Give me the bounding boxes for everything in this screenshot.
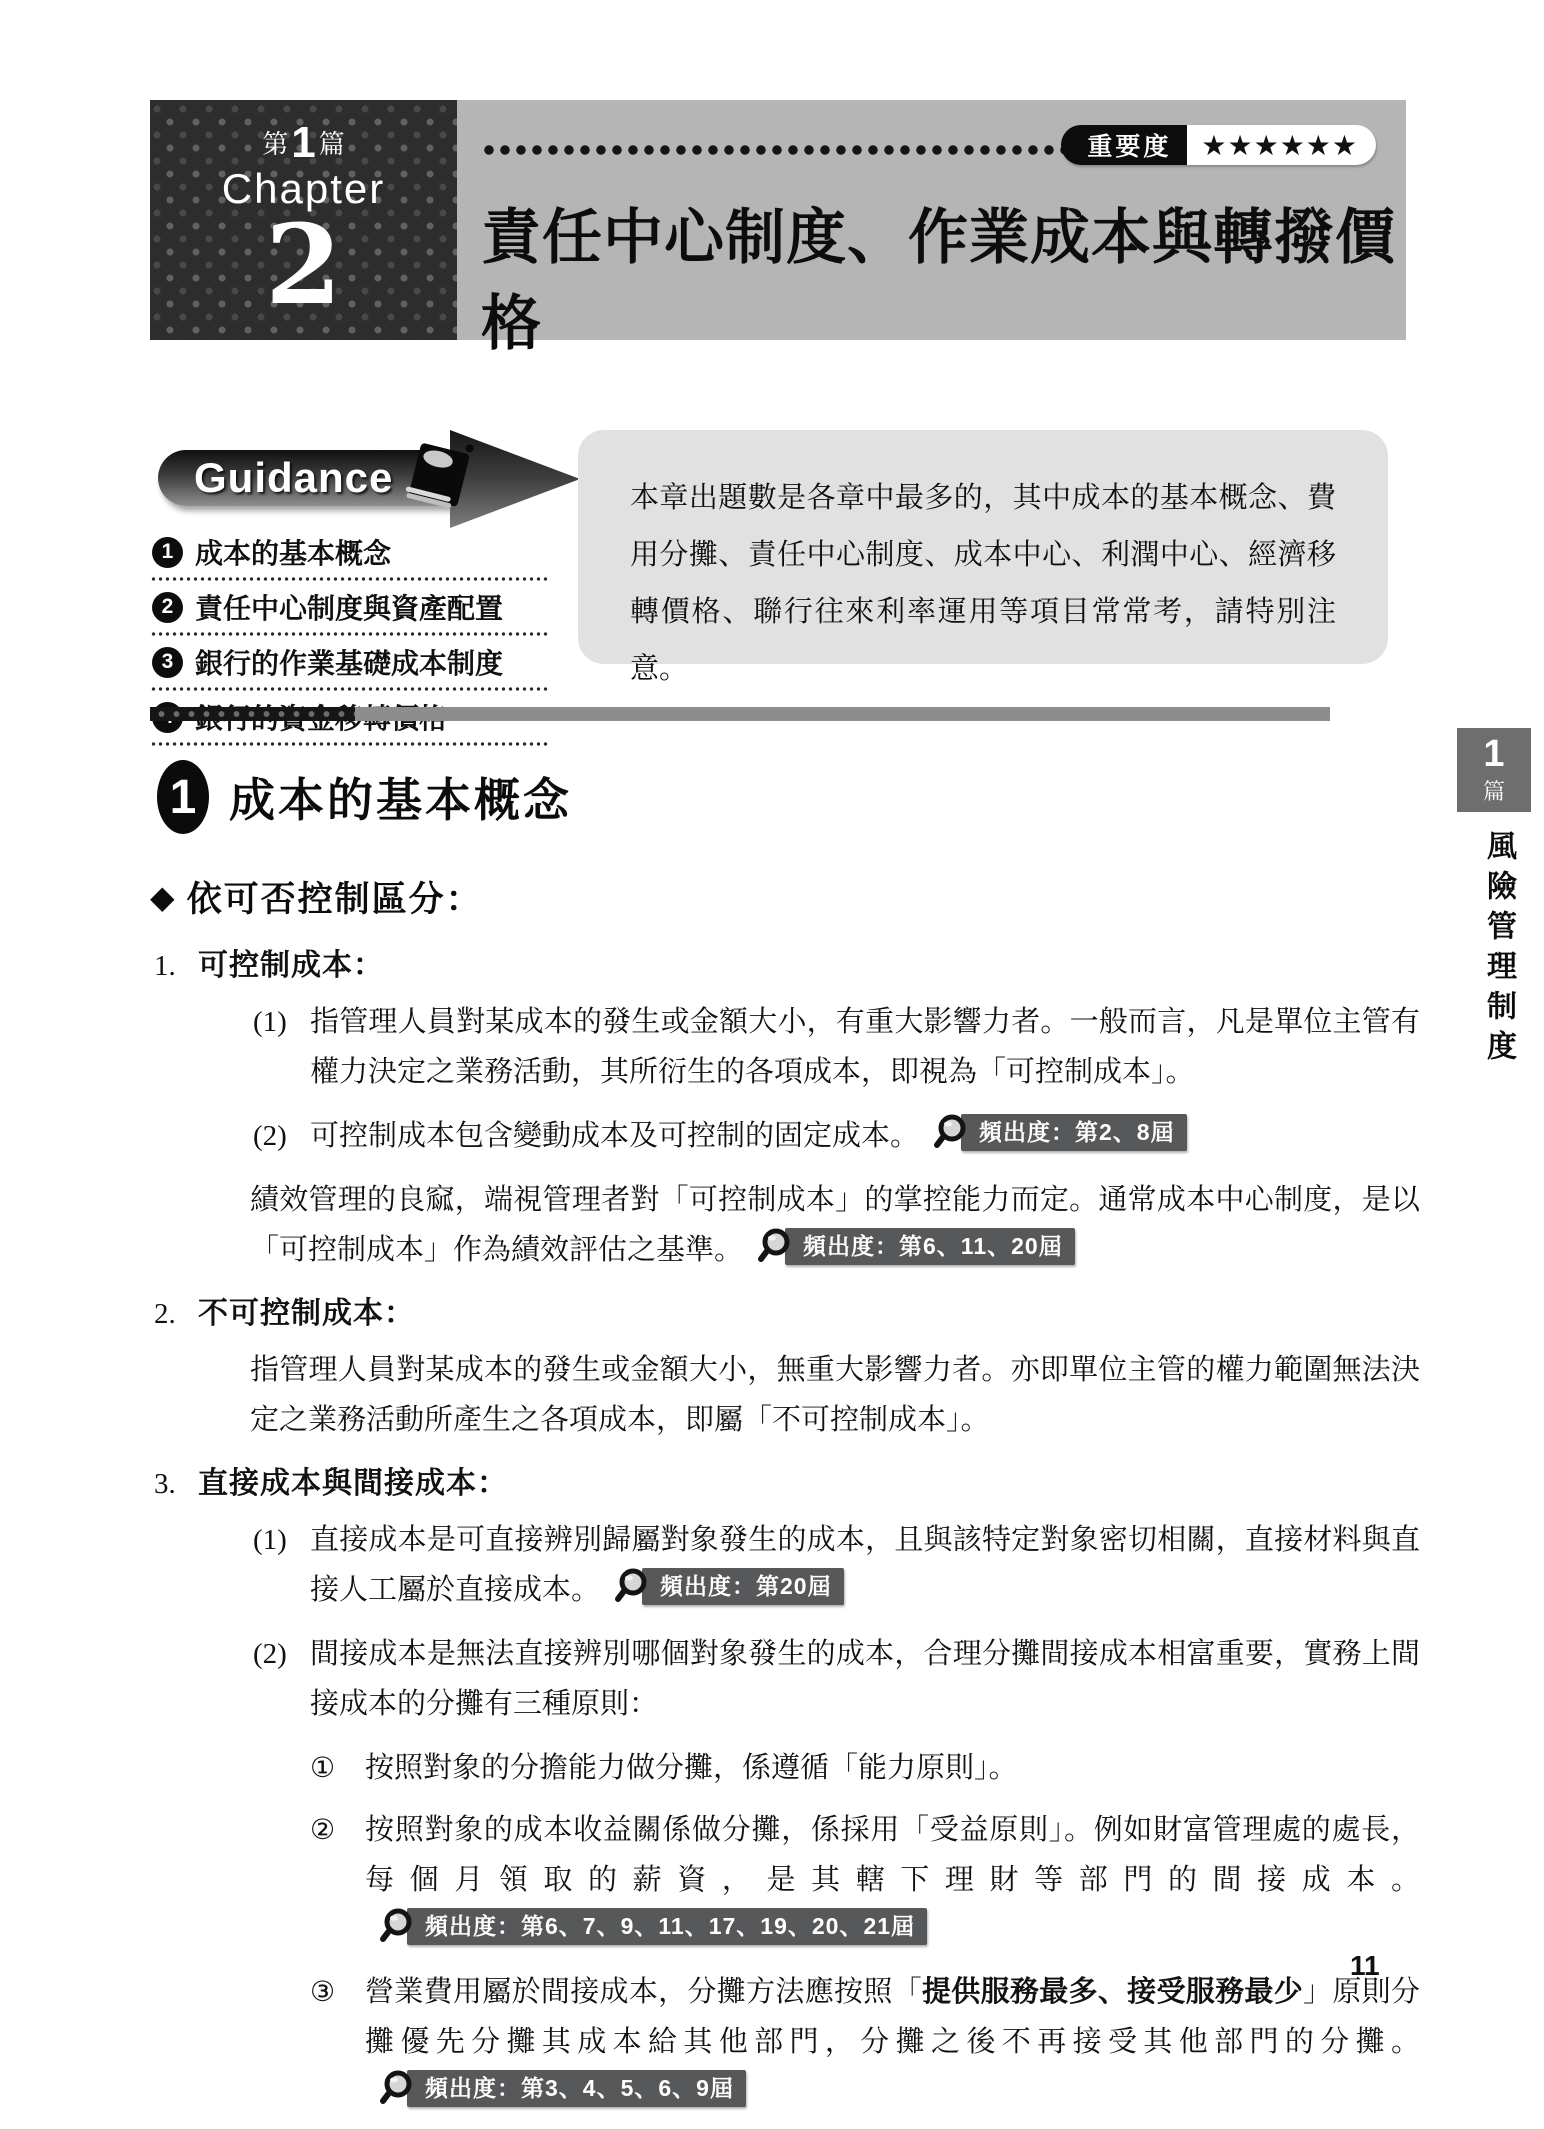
magnifier-icon: [757, 1226, 797, 1266]
sub-item-number: (1): [253, 1006, 287, 1038]
section-divider-accent: [150, 707, 355, 721]
guidance-item-label: 成本的基本概念: [195, 538, 392, 569]
magnifier-icon: [379, 2068, 419, 2108]
importance-label: 重要度: [1061, 125, 1187, 165]
sub-item-sentence: 可控制成本包含變動成本及可控制的固定成本。: [310, 1120, 920, 1152]
chapter-title: 責任中心制度、作業成本與轉撥價格: [481, 204, 1396, 357]
book-icon: [398, 434, 482, 518]
list-item-2: [150, 1289, 1420, 1445]
circled-item-text: [365, 1805, 1420, 1955]
guidance-item-label: 責任中心制度與資產配置: [195, 593, 504, 624]
guidance-item-label: 銀行的作業基礎成本制度: [195, 648, 504, 679]
sub-item-number: (2): [253, 1120, 287, 1152]
section-heading: [157, 760, 572, 834]
circled-item-1: [310, 1743, 1420, 1793]
list-item-1-heading: [150, 941, 1420, 991]
guidance-item: [150, 636, 556, 691]
emphasized-principle: 提供服務最多、接受服務最少: [921, 1976, 1304, 2008]
magnifier-icon: [614, 1566, 654, 1606]
list-number: 2.: [154, 1298, 176, 1330]
diamond-icon: ◆: [150, 878, 177, 916]
sub-item: [253, 1515, 1420, 1615]
paragraph: 指管理人員對某成本的發生或金額大小，無重大影響力者。亦即單位主管的權力範圍無法決定之業務活動所產生之各項成本，即屬「不可控制成本」。: [250, 1354, 1420, 1436]
list-item-1: [150, 941, 1420, 1275]
magnifier-icon: [379, 1906, 419, 1946]
chapter-intro-note: 本章出題數是各章中最多的，其中成本的基本概念、費用分攤、責任中心制度、成本中心、利潤中心、經濟移轉價格、聯行往來利率運用等項目常常考，請特別注意。: [578, 430, 1388, 664]
circled-item-text: 按照對象的分擔能力做分攤，係遵循「能力原則」。: [365, 1752, 1018, 1784]
list-item-2-heading: [150, 1289, 1420, 1339]
importance-stars: ★★★★★★: [1187, 125, 1376, 165]
frequency-badge-label: 頻出度：第2、8屆: [961, 1114, 1187, 1151]
part-tab-label: 篇: [1482, 778, 1505, 804]
paragraph-text: 績效管理的良窳，端視管理者對「可控制成本」的掌控能力而定。通常成本中心制度，是以「可控制成本」作為績效評估之基準。: [250, 1184, 1420, 1266]
list-title: 不可控制成本：: [198, 1297, 415, 1330]
guidance-item-number: 2: [152, 592, 183, 623]
circled-number: ②: [310, 1813, 336, 1846]
circled-item-sentence: 按照對象的成本收益關係做分攤，係採用「受益原則」。例如財富管理處的處長，每個月領取的薪資，是其轄下理財等部門的間接成本。: [365, 1814, 1420, 1896]
chapter-number-panel: [150, 100, 457, 340]
section-number-badge: 1: [157, 760, 209, 834]
circled-item-2: [310, 1805, 1420, 1955]
list-number: 1.: [154, 950, 176, 982]
sub-item-number: (1): [253, 1524, 287, 1556]
part-tab: [1457, 728, 1531, 812]
circled-item-sentence-pre: 營業費用屬於間接成本，分攤方法應按照「: [365, 1976, 922, 2008]
chapter-title-panel: [457, 100, 1406, 357]
sub-item-text: [310, 1111, 1420, 1161]
dotted-leader-line: [481, 144, 1081, 156]
guidance-item-number: 1: [152, 537, 183, 568]
frequency-badge: [614, 1566, 844, 1606]
guidance-banner-label: Guidance: [194, 454, 394, 501]
part-indicator: [262, 118, 345, 167]
list-item-3: [150, 1459, 1420, 2117]
frequency-badge-label: 頻出度：第6、11、20屆: [785, 1228, 1075, 1265]
importance-badge: [1061, 125, 1376, 165]
frequency-badge-label: 頻出度：第20屆: [642, 1568, 844, 1605]
part-suffix: 篇: [318, 129, 345, 160]
section-title: 成本的基本概念: [229, 774, 572, 826]
list-title: 直接成本與間接成本：: [198, 1467, 508, 1500]
paragraph: [250, 1175, 1420, 1275]
guidance-block: [150, 430, 580, 746]
part-number: 1: [291, 118, 316, 167]
list-number: 3.: [154, 1468, 176, 1500]
part-prefix: 第: [262, 129, 289, 160]
guidance-item-number: 3: [152, 647, 183, 678]
sub-item: [253, 1629, 1420, 1729]
frequency-badge-label: 頻出度：第3、4、5、6、9屆: [407, 2070, 746, 2107]
sub-item-text: 間接成本是無法直接辨別哪個對象發生的成本，合理分攤間接成本相富重要，實務上間接成本的分攤有三種原則：: [310, 1638, 1420, 1720]
chapter-number: 2: [265, 200, 342, 330]
section-divider: [150, 707, 1330, 721]
sub-item-text: [310, 1515, 1420, 1615]
magnifier-icon: [933, 1112, 973, 1152]
guidance-banner: [150, 430, 580, 522]
circled-number: ①: [310, 1751, 336, 1784]
subsection-heading: [150, 872, 483, 922]
list-title: 可控制成本：: [198, 949, 384, 982]
part-tab-number: 1: [1483, 732, 1505, 775]
body-content: [150, 933, 1420, 2129]
chapter-header: [150, 100, 1406, 357]
guidance-item: [150, 581, 556, 636]
list-item-3-heading: [150, 1459, 1420, 1509]
sub-item-text: 指管理人員對某成本的發生或金額大小，有重大影響力者。一般而言，凡是單位主管有權力決定之業務活動，其所衍生的各項成本，即視為「可控制成本」。: [310, 1006, 1420, 1088]
circled-number: ③: [310, 1975, 336, 2008]
frequency-badge: [379, 1906, 927, 1946]
page-number: 11: [1350, 1950, 1380, 1981]
frequency-badge-label: 頻出度：第6、7、9、11、17、19、20、21屆: [407, 1908, 927, 1945]
part-title-vertical: 風險管理制度: [1482, 830, 1515, 1070]
subsection-title: 依可否控制區分：: [186, 880, 483, 919]
frequency-badge: [379, 2068, 746, 2108]
guidance-item: [150, 526, 556, 581]
chapter-word: Chapter: [221, 165, 386, 213]
sub-item-sentence: 直接成本是可直接辨別歸屬對象發生的成本，且與該特定對象密切相關，直接材料與直接人工屬於直接成本。: [310, 1524, 1420, 1606]
circled-item-sentence-post: 」原則分攤優先分攤其成本給其他部門，分攤之後不再接受其他部門的分攤。: [365, 1976, 1420, 2058]
sub-item-number: (2): [253, 1638, 287, 1670]
sub-item: [253, 997, 1420, 1097]
frequency-badge: [757, 1226, 1075, 1266]
sub-item: [253, 1111, 1420, 1161]
frequency-badge: [933, 1112, 1187, 1152]
